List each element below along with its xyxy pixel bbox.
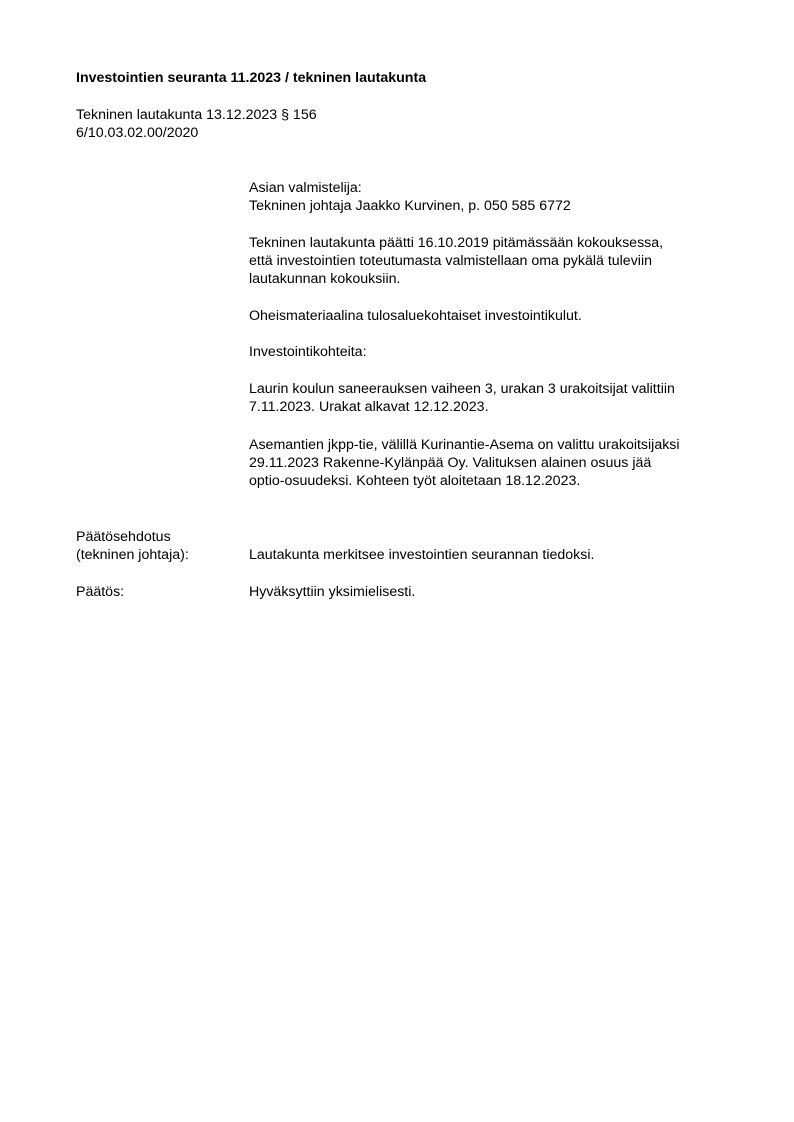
- proposal-label-author: (tekninen johtaja):: [76, 547, 189, 563]
- paragraph-line: Tekninen lautakunta päätti 16.10.2019 pitämässään kokouksessa,: [249, 235, 664, 251]
- paragraph-line: optio-osuudeksi. Kohteen työt aloitetaan 18.12.2023.: [249, 473, 581, 489]
- paragraph-line: Asemantien jkpp-tie, välillä Kurinantie-Asema on valittu urakoitsijaksi: [249, 437, 680, 453]
- decision-label: Päätös:: [76, 584, 125, 600]
- meeting-line: Tekninen lautakunta 13.12.2023 § 156: [76, 107, 317, 123]
- paragraph-line: Laurin koulun saneerauksen vaiheen 3, urakan 3 urakoitsijat valittiin: [249, 381, 675, 397]
- decision-text: Hyväksyttiin yksimielisesti.: [249, 584, 416, 600]
- paragraph-line: lautakunnan kokouksiin.: [249, 271, 401, 287]
- paragraph-asemantie: [249, 436, 680, 490]
- paragraph-line: 7.11.2023. Urakat alkavat 12.12.2023.: [249, 399, 489, 415]
- paragraph-attachment: Oheismateriaalina tulosaluekohtaiset investointikulut.: [249, 308, 582, 324]
- paragraph-investment-targets: Investointikohteita:: [249, 344, 367, 360]
- paragraph-line: 29.11.2023 Rakenne-Kylänpää Oy. Valituksen alainen osuus jää: [249, 455, 652, 471]
- document-title: Investointien seuranta 11.2023 / tekninen lautakunta: [76, 70, 427, 86]
- proposal-text: Lautakunta merkitsee investointien seurannan tiedoksi.: [249, 547, 595, 563]
- proposal-label: Päätösehdotus: [76, 529, 171, 545]
- paragraph-laurin-koulu: [249, 380, 675, 416]
- record-number: 6/10.03.02.00/2020: [76, 125, 199, 141]
- preparer-name: Tekninen johtaja Jaakko Kurvinen, p. 050 585 6772: [249, 198, 571, 214]
- preparer-label: Asian valmistelija:: [249, 180, 362, 196]
- paragraph-background: [249, 234, 663, 288]
- paragraph-line: että investointien toteutumasta valmistellaan oma pykälä tuleviin: [249, 253, 652, 269]
